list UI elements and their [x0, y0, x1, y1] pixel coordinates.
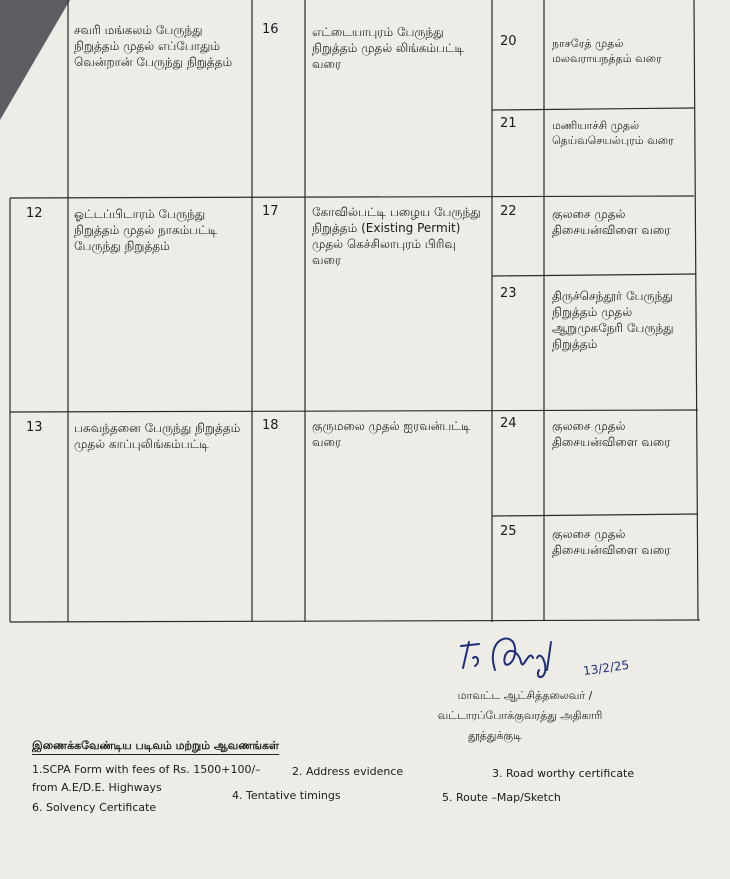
segment-desc: நாசரேத் முதல் மலவராயநத்தம் வரை	[552, 37, 662, 65]
main-route-cell: ஓட்டப்பிடாரம் பேருந்து நிறுத்தம் முதல் நாகம்பட்டி பேருந்து நிறுத்தம்	[74, 207, 218, 253]
segment-desc: திருச்செந்தூர் பேருந்து நிறுத்தம் முதல் ஆறுமுகநேரி பேருந்து நிறுத்தம்	[552, 289, 674, 351]
designation-line: வட்டாரப்போக்குவரத்து அதிகாரி	[437, 709, 603, 722]
signature-date: 13/2/25	[582, 657, 631, 679]
attachment-item: 3. Road worthy certificate	[492, 767, 635, 780]
segment-number: 20	[500, 34, 517, 49]
segment-desc: குலசை முதல் திசையன்விளை வரை	[552, 419, 671, 449]
attachment-item: 6. Solvency Certificate	[32, 801, 157, 814]
sub-route-cell: கோவில்பட்டி பழைய பேருந்து நிறுத்தம் (Existing Permit) முதல் கெச்சிலாபுரம் பிரிவு வரை	[312, 205, 481, 267]
designation-line: மாவட்ட ஆட்சித்தலைவர் /	[457, 689, 593, 702]
main-route-cell: சவரி மங்கலம் பேருந்து நிறுத்தம் முதல் எப்போதும் வென்றான் பேருந்து நிறுத்தம்	[74, 23, 233, 69]
route-number: 16	[262, 22, 279, 37]
segment-desc: குலசை முதல் திசையன்விளை வரை	[552, 207, 671, 237]
attachment-item: from A.E/D.E. Highways	[32, 781, 162, 794]
designation-line: தூத்துக்குடி	[468, 729, 522, 742]
sub-route-cell: குருமலை முதல் ஐரவன்பட்டி வரை	[312, 419, 471, 449]
segment-number: 24	[500, 416, 517, 431]
attachment-item: 2. Address evidence	[292, 765, 404, 778]
main-route-cell: பசுவந்தனை பேருந்து நிறுத்தம் முதல் காப்புலிங்கம்பட்டி	[74, 421, 241, 451]
attachment-item: 1.SCPA Form with fees of Rs. 1500+100/–	[32, 763, 261, 776]
segment-number: 23	[500, 286, 517, 301]
serial-number: 13	[26, 420, 43, 435]
route-number: 18	[262, 418, 279, 433]
serial-number: 12	[26, 206, 43, 221]
signature-icon	[455, 628, 605, 683]
attachments-title: இணைக்கவேண்டிய படிவம் மற்றும் ஆவணங்கள்	[32, 739, 279, 755]
attachment-item: 4. Tentative timings	[232, 789, 341, 802]
segment-number: 25	[500, 524, 517, 539]
segment-desc: மணியாச்சி முதல் தெய்வசெயல்புரம் வரை	[552, 119, 674, 147]
segment-desc: குலசை முதல் திசையன்விளை வரை	[552, 527, 671, 557]
route-number: 17	[262, 204, 279, 219]
segment-number: 22	[500, 204, 517, 219]
segment-number: 21	[500, 116, 517, 131]
attachment-item: 5. Route –Map/Sketch	[442, 791, 561, 804]
sub-route-cell: எட்டையாபுரம் பேருந்து நிறுத்தம் முதல் லிங்கம்பட்டி வரை	[312, 25, 465, 71]
